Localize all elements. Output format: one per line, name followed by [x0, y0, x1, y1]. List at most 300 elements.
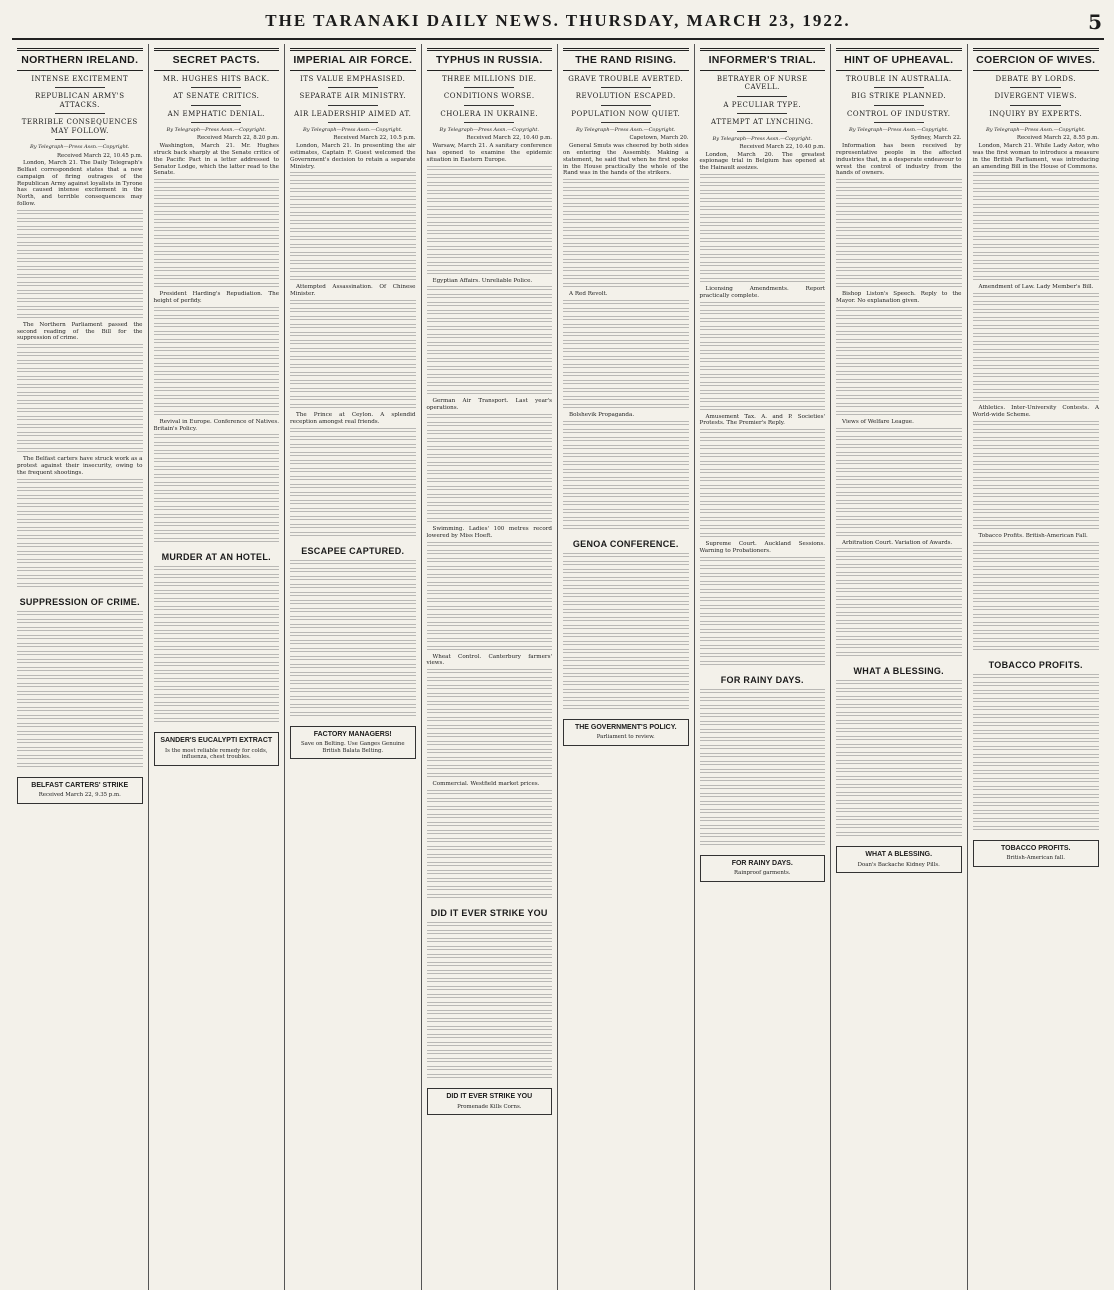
text-lines	[973, 582, 1100, 588]
text-lines	[427, 970, 553, 976]
byline: By Telegraph—Press Assn.—Copyright.	[849, 127, 949, 134]
text-lines	[836, 179, 962, 185]
story-paragraph: Washington, March 21. Mr. Hughes struck back sharply at the Senate critics of the Pacific Pact in a letter addressed to Senator Lodge, which the latter read to the Senate.	[153, 143, 279, 177]
text-lines	[836, 500, 962, 506]
text-lines	[427, 190, 553, 196]
story-paragraph: Bolshevik Propaganda.	[569, 411, 635, 418]
text-lines	[973, 365, 1100, 371]
text-lines	[17, 226, 143, 232]
text-lines	[700, 573, 826, 579]
text-lines	[700, 214, 826, 220]
story-paragraph: Information has been received by representative people in the affected industries that, in a desperate endeavour to wrest the control of industry from the hands of owners.	[836, 143, 962, 177]
text-lines	[700, 477, 826, 483]
text-lines	[836, 688, 962, 694]
text-lines	[17, 234, 143, 240]
text-lines	[427, 182, 553, 188]
text-lines	[836, 604, 962, 610]
text-lines	[700, 366, 826, 372]
text-lines	[17, 258, 143, 264]
text-lines	[290, 180, 416, 186]
text-lines	[700, 689, 826, 695]
text-lines	[154, 474, 280, 480]
text-lines	[427, 978, 553, 984]
text-lines	[973, 674, 1100, 680]
text-lines	[836, 712, 962, 718]
text-lines	[836, 588, 962, 594]
text-lines	[290, 704, 416, 710]
text-lines	[154, 331, 280, 337]
text-lines	[17, 731, 143, 737]
text-lines	[563, 469, 689, 475]
byline: By Telegraph—Press Assn.—Copyright.	[986, 127, 1086, 134]
story-paragraph: London, March 20. The greatest espionage trial in Belgium has opened at the Hainault assizes.	[699, 151, 825, 172]
advertisement	[427, 1088, 553, 1115]
text-lines	[290, 576, 416, 582]
text-lines	[427, 894, 553, 900]
text-lines	[563, 453, 689, 459]
text-lines	[427, 614, 553, 620]
text-lines	[427, 1026, 553, 1032]
text-lines	[290, 688, 416, 694]
text-lines	[427, 446, 553, 452]
ad-text: Save on Belting. Use Ganges Genuine British Balata Belting.	[300, 741, 405, 754]
text-lines	[290, 276, 416, 282]
text-lines	[973, 509, 1100, 515]
text-lines	[290, 568, 416, 574]
subheadline: CONDITIONS WORSE.	[443, 92, 535, 101]
story-paragraph: London, March 21. The Daily Telegraph's Belfast correspondent states that a new campaign of firing outrages of the Republican Army against loyalists in Tyrone has caused intense excitement in the North, and terrible consequences may follow.	[17, 160, 143, 208]
text-lines	[836, 243, 962, 249]
text-lines	[17, 739, 143, 745]
text-lines	[563, 665, 689, 671]
text-lines	[290, 372, 416, 378]
divider	[55, 139, 105, 140]
text-lines	[427, 366, 553, 372]
text-lines	[17, 611, 143, 617]
text-lines	[700, 326, 826, 332]
text-lines	[973, 220, 1100, 226]
text-lines	[427, 574, 553, 580]
text-lines	[427, 1002, 553, 1008]
text-lines	[427, 494, 553, 500]
text-lines	[290, 632, 416, 638]
text-lines	[700, 461, 826, 467]
text-lines	[290, 356, 416, 362]
text-lines	[290, 616, 416, 622]
text-lines	[427, 646, 553, 652]
text-lines	[17, 400, 143, 406]
text-lines	[700, 697, 826, 703]
text-lines	[836, 564, 962, 570]
text-lines	[700, 705, 826, 711]
text-lines	[154, 482, 280, 488]
text-lines	[563, 251, 689, 257]
text-lines	[836, 572, 962, 578]
text-lines	[563, 525, 689, 531]
text-lines	[563, 601, 689, 607]
column-headline: TYPHUS IN RUSSIA.	[427, 48, 553, 71]
text-lines	[427, 286, 553, 292]
text-lines	[836, 355, 962, 361]
text-lines	[17, 266, 143, 272]
subheadline: ATTEMPT AT LYNCHING.	[711, 118, 814, 127]
text-lines	[427, 1074, 553, 1080]
text-lines	[836, 524, 962, 530]
ad-text: Rainproof garments.	[734, 870, 791, 877]
text-lines	[973, 606, 1100, 612]
text-lines	[427, 685, 553, 691]
text-lines	[563, 421, 689, 427]
text-lines	[154, 251, 280, 257]
dateline: Received March 22, 10.5 p.m.	[333, 135, 416, 142]
divider	[601, 105, 651, 106]
text-lines	[973, 293, 1100, 299]
text-lines	[563, 437, 689, 443]
story-paragraph: The Belfast carters have struck work as a protest against their insecurity, owing to the frequent shootings.	[17, 456, 143, 476]
text-lines	[836, 776, 962, 782]
text-lines	[973, 722, 1100, 728]
text-lines	[427, 814, 553, 820]
text-lines	[427, 606, 553, 612]
ad-title: SANDER'S EUCALYPTI EXTRACT	[160, 737, 273, 745]
column-headline: NORTHERN IRELAND.	[17, 48, 143, 71]
text-lines	[427, 230, 553, 236]
text-lines	[836, 203, 962, 209]
text-lines	[563, 577, 689, 583]
text-lines	[700, 238, 826, 244]
byline: By Telegraph—Press Assn.—Copyright.	[712, 135, 812, 142]
divider	[191, 105, 241, 106]
text-lines	[154, 582, 280, 588]
text-lines	[427, 310, 553, 316]
subheadline: TERRIBLE CONSEQUENCES MAY FOLLOW.	[21, 118, 138, 135]
text-lines	[290, 404, 416, 410]
advertisement	[154, 732, 280, 766]
text-lines	[973, 754, 1100, 760]
dateline: Sydney, March 22.	[910, 135, 962, 142]
text-lines	[17, 298, 143, 304]
text-lines	[700, 533, 826, 539]
text-lines	[973, 445, 1100, 451]
text-lines	[290, 452, 416, 458]
text-lines	[427, 262, 553, 268]
text-lines	[700, 429, 826, 435]
text-lines	[563, 429, 689, 435]
text-lines	[700, 310, 826, 316]
text-lines	[154, 403, 280, 409]
text-lines	[290, 308, 416, 314]
text-lines	[427, 838, 553, 844]
text-lines	[700, 390, 826, 396]
text-lines	[154, 710, 280, 716]
ad-title: WHAT A BLESSING.	[865, 851, 933, 859]
text-lines	[427, 422, 553, 428]
text-lines	[700, 605, 826, 611]
text-lines	[700, 793, 826, 799]
advertisement	[700, 855, 826, 882]
ad-title: DID IT EVER STRIKE YOU	[446, 1092, 533, 1100]
text-lines	[836, 219, 962, 225]
story-paragraph: Warsaw, March 21. A sanitary conference has opened to examine the epidemic situation in Eastern Europe.	[426, 143, 552, 163]
text-lines	[700, 629, 826, 635]
text-lines	[700, 713, 826, 719]
text-lines	[154, 654, 280, 660]
text-lines	[836, 195, 962, 201]
secondary-headline: SUPPRESSION OF CRIME.	[19, 596, 140, 607]
text-lines	[700, 501, 826, 507]
text-lines	[973, 469, 1100, 475]
text-lines	[836, 508, 962, 514]
text-lines	[17, 368, 143, 374]
text-lines	[563, 364, 689, 370]
text-lines	[154, 670, 280, 676]
text-lines	[563, 681, 689, 687]
text-lines	[563, 657, 689, 663]
text-lines	[700, 254, 826, 260]
text-lines	[563, 235, 689, 241]
text-lines	[563, 477, 689, 483]
text-lines	[17, 495, 143, 501]
text-lines	[154, 466, 280, 472]
text-lines	[563, 195, 689, 201]
text-lines	[290, 236, 416, 242]
text-lines	[563, 203, 689, 209]
text-lines	[427, 550, 553, 556]
text-lines	[17, 635, 143, 641]
text-lines	[154, 490, 280, 496]
text-lines	[154, 307, 280, 313]
text-lines	[290, 396, 416, 402]
text-lines	[427, 206, 553, 212]
text-lines	[973, 260, 1100, 266]
text-lines	[973, 461, 1100, 467]
text-lines	[700, 653, 826, 659]
text-lines	[563, 283, 689, 289]
column-headline: SECRET PACTS.	[154, 48, 280, 71]
text-lines	[17, 432, 143, 438]
text-lines	[154, 686, 280, 692]
text-lines	[17, 699, 143, 705]
text-lines	[700, 729, 826, 735]
advertisement	[836, 846, 962, 873]
column-headline: COERCION OF WIVES.	[973, 48, 1100, 71]
text-lines	[427, 166, 553, 172]
story-paragraph: Wheat Control. Canterbury farmers' views.	[426, 653, 552, 667]
text-lines	[563, 308, 689, 314]
text-lines	[973, 566, 1100, 572]
text-lines	[700, 302, 826, 308]
text-lines	[154, 283, 280, 289]
text-lines	[290, 348, 416, 354]
text-lines	[17, 479, 143, 485]
text-lines	[973, 598, 1100, 604]
text-lines	[290, 500, 416, 506]
text-lines	[154, 323, 280, 329]
text-lines	[17, 487, 143, 493]
text-lines	[427, 518, 553, 524]
news-column	[558, 44, 695, 1290]
text-lines	[563, 697, 689, 703]
text-lines	[973, 778, 1100, 784]
text-lines	[973, 357, 1100, 363]
text-lines	[427, 630, 553, 636]
divider	[874, 87, 924, 88]
text-lines	[563, 689, 689, 695]
text-lines	[290, 476, 416, 482]
text-lines	[17, 707, 143, 713]
text-lines	[563, 649, 689, 655]
text-lines	[427, 725, 553, 731]
text-lines	[973, 204, 1100, 210]
text-lines	[836, 411, 962, 417]
byline: By Telegraph—Press Assn.—Copyright.	[439, 127, 539, 134]
text-lines	[563, 388, 689, 394]
text-lines	[563, 259, 689, 265]
text-lines	[427, 598, 553, 604]
column-headline: HINT OF UPHEAVAL.	[836, 48, 962, 71]
text-lines	[154, 434, 280, 440]
text-lines	[427, 773, 553, 779]
text-lines	[427, 542, 553, 548]
text-lines	[973, 333, 1100, 339]
text-lines	[290, 696, 416, 702]
divider	[464, 105, 514, 106]
text-lines	[700, 817, 826, 823]
text-lines	[700, 737, 826, 743]
text-lines	[973, 826, 1100, 832]
text-lines	[563, 593, 689, 599]
text-lines	[17, 352, 143, 358]
text-lines	[290, 212, 416, 218]
ad-text: Parliament to review.	[596, 734, 655, 741]
divider	[1010, 105, 1061, 106]
text-lines	[427, 862, 553, 868]
text-lines	[700, 613, 826, 619]
divider	[874, 105, 924, 106]
text-lines	[17, 250, 143, 256]
text-lines	[973, 236, 1100, 242]
text-lines	[836, 824, 962, 830]
text-lines	[427, 922, 553, 928]
text-lines	[290, 172, 416, 178]
text-lines	[836, 768, 962, 774]
text-lines	[290, 524, 416, 530]
text-lines	[17, 527, 143, 533]
text-lines	[427, 946, 553, 952]
story-paragraph: Views of Welfare League.	[842, 418, 914, 425]
text-lines	[563, 372, 689, 378]
text-lines	[427, 677, 553, 683]
text-lines	[700, 350, 826, 356]
text-lines	[427, 238, 553, 244]
text-lines	[17, 659, 143, 665]
text-lines	[700, 278, 826, 284]
text-lines	[700, 437, 826, 443]
page-number: 5	[1088, 10, 1102, 34]
text-lines	[154, 506, 280, 512]
text-lines	[427, 870, 553, 876]
text-lines	[17, 242, 143, 248]
text-lines	[973, 690, 1100, 696]
text-lines	[836, 444, 962, 450]
text-lines	[973, 614, 1100, 620]
divider	[328, 105, 378, 106]
text-lines	[836, 720, 962, 726]
text-lines	[17, 667, 143, 673]
story-paragraph: Swimming. Ladies' 100 metres record lowered by Miss Hoeft.	[426, 525, 552, 539]
text-lines	[700, 509, 826, 515]
text-lines	[700, 469, 826, 475]
divider	[328, 122, 378, 123]
text-lines	[17, 519, 143, 525]
text-lines	[17, 675, 143, 681]
story-paragraph: Athletics. Inter-University Contests. A World-wide Scheme.	[972, 405, 1099, 418]
byline: By Telegraph—Press Assn.—Copyright.	[166, 127, 266, 134]
byline: By Telegraph—Press Assn.—Copyright.	[30, 144, 130, 151]
subheadline: AT SENATE CRITICS.	[173, 92, 260, 101]
text-lines	[700, 342, 826, 348]
text-lines	[290, 484, 416, 490]
text-lines	[836, 728, 962, 734]
text-lines	[563, 396, 689, 402]
ad-title: FOR RAINY DAYS.	[731, 859, 793, 867]
text-lines	[17, 440, 143, 446]
advertisement	[290, 726, 416, 760]
text-lines	[154, 187, 280, 193]
text-lines	[973, 802, 1100, 808]
text-lines	[427, 198, 553, 204]
text-lines	[700, 745, 826, 751]
story-paragraph: General Smuts was cheered by both sides on entering the Assembly. Making a statement, he said that when he first spoke in the House practically the whole of the Rand was in the hands of the strikers.	[563, 143, 689, 177]
text-lines	[17, 376, 143, 382]
text-lines	[154, 355, 280, 361]
text-lines	[427, 986, 553, 992]
story-paragraph: Arbitration Court. Variation of Awards.	[842, 539, 953, 546]
text-lines	[427, 798, 553, 804]
subheadline: REPUBLICAN ARMY'S ATTACKS.	[34, 92, 125, 109]
story-paragraph: Egyptian Affairs. Unreliable Police.	[432, 277, 533, 284]
text-lines	[973, 542, 1100, 548]
text-lines	[700, 565, 826, 571]
text-lines	[427, 214, 553, 220]
text-lines	[17, 448, 143, 454]
text-lines	[427, 930, 553, 936]
text-lines	[836, 556, 962, 562]
text-lines	[427, 854, 553, 860]
text-lines	[700, 769, 826, 775]
text-lines	[973, 317, 1100, 323]
text-lines	[836, 371, 962, 377]
text-lines	[427, 878, 553, 884]
text-lines	[17, 543, 143, 549]
text-lines	[17, 763, 143, 769]
text-lines	[700, 525, 826, 531]
text-lines	[290, 196, 416, 202]
text-lines	[17, 747, 143, 753]
text-lines	[973, 730, 1100, 736]
text-lines	[290, 532, 416, 538]
text-lines	[427, 790, 553, 796]
text-lines	[973, 590, 1100, 596]
text-lines	[427, 462, 553, 468]
text-lines	[836, 644, 962, 650]
text-lines	[563, 705, 689, 711]
text-lines	[427, 294, 553, 300]
text-lines	[563, 517, 689, 523]
text-lines	[836, 596, 962, 602]
dateline: Received March 22, 10.40 p.m.	[466, 135, 552, 142]
text-lines	[973, 252, 1100, 258]
